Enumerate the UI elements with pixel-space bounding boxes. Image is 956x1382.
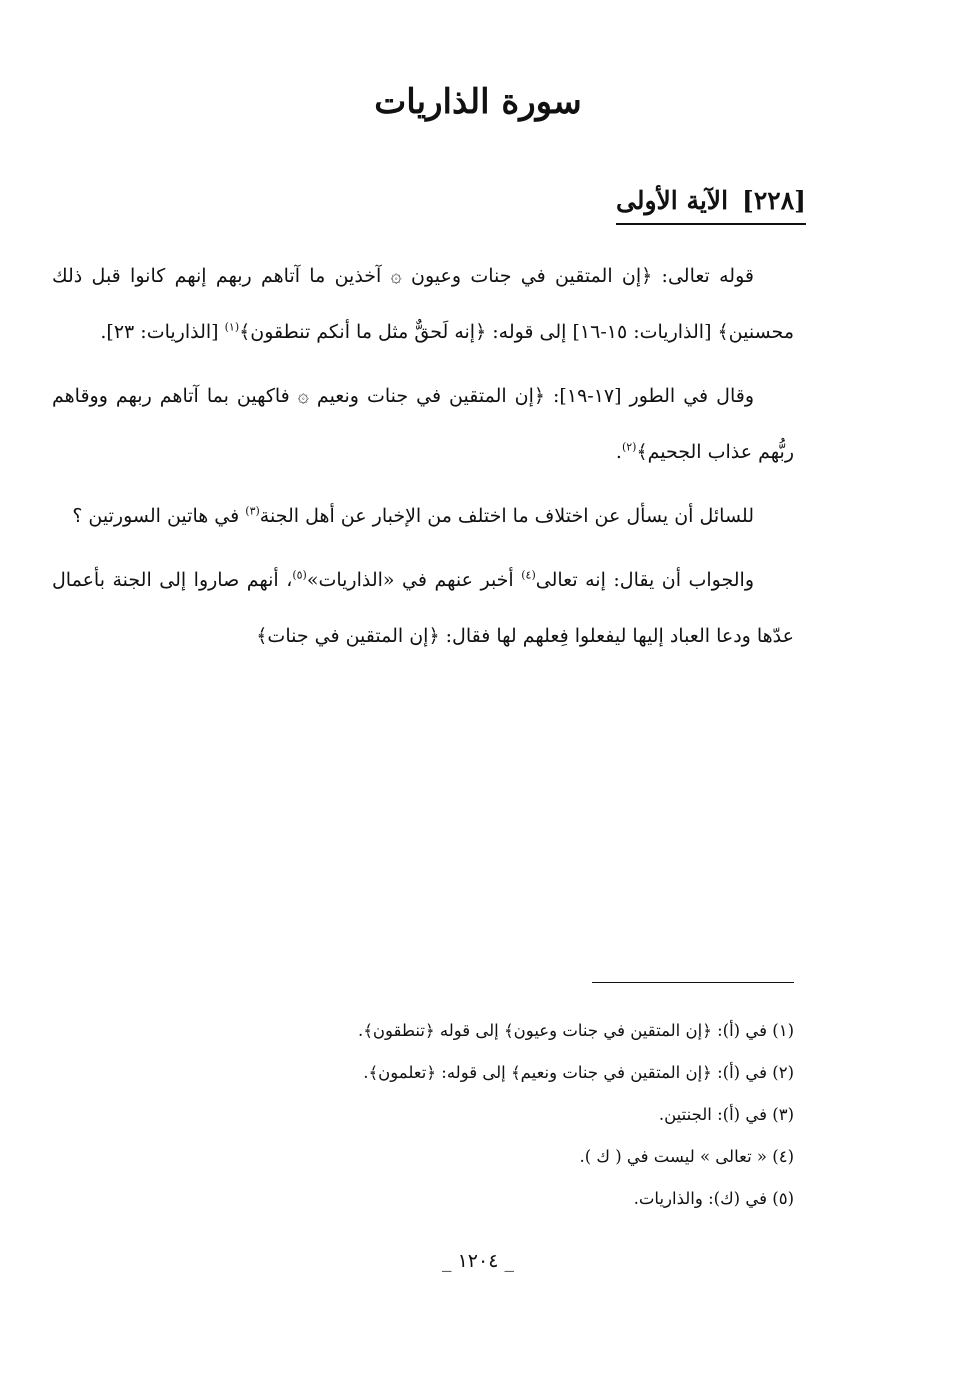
section-label: الآية الأولى [616, 186, 729, 215]
footnote-ref: (٢) [621, 440, 637, 454]
footnote-3: (٣) في (أ): الجنتين. [658, 1105, 794, 1124]
paragraph-text: وقال في الطور [١٧-١٩]: ﴿إن المتقين في جنات ونعيم ۞ فاكهين بما آتاهم ربهم ووقاهم ربُّهم عذاب الجحيم﴾ [52, 385, 794, 463]
section-heading [616, 186, 806, 225]
paragraph-text-mid: أخبر عنهم في «الذاريات» [306, 569, 522, 591]
footnotes [150, 1010, 794, 1220]
paragraph-3 [52, 488, 794, 544]
paragraph-2 [52, 368, 794, 480]
footnote-ref: (٥) [292, 568, 307, 582]
body-text [52, 248, 794, 672]
footnote-ref: (١) [224, 320, 240, 334]
paragraph-text-tail: [الذاريات: ٢٣]. [100, 321, 225, 343]
footnote-ref: (٣) [245, 504, 260, 518]
paragraph-text-tail: ، أنهم صاروا إلى الجنة بأعمال عدّها ودعا العباد إليها ليفعلوا فِعلهم لها فقال: ﴿إن المتقين في جنات﴾ [52, 569, 794, 647]
paragraph-text-tail: . [615, 441, 622, 463]
footnote-divider [592, 982, 794, 983]
footnote-4: (٤) « تعالى » ليست في ( ك ). [579, 1147, 794, 1166]
footnote-2: (٢) في (أ): ﴿إن المتقين في جنات ونعيم﴾ إلى قوله: ﴿تعلمون﴾. [363, 1063, 794, 1082]
footnote-1: (١) في (أ): ﴿إن المتقين في جنات وعيون﴾ إلى قوله ﴿تنطقون﴾. [357, 1021, 794, 1040]
surah-title: سورة الذاريات [374, 82, 582, 122]
paragraph-1 [52, 248, 794, 360]
footnote-5: (٥) في (ك): والذاريات. [633, 1189, 794, 1208]
paragraph-text: قوله تعالى: ﴿إن المتقين في جنات وعيون ۞ آخذين ما آتاهم ربهم إنهم كانوا قبل ذلك محسنين﴾ [الذاريات: ١٥-١٦] إلى قوله: ﴿إنه لَحقٌّ مثل ما أنكم تنطقون﴾ [52, 265, 794, 343]
footnote-ref: (٤) [521, 568, 536, 582]
paragraph-4 [52, 552, 794, 664]
paragraph-text-tail: في هاتين السورتين ؟ [72, 505, 246, 527]
paragraph-text: للسائل أن يسأل عن اختلاف ما اختلف من الإخبار عن أهل الجنة [259, 505, 754, 527]
paragraph-text: والجواب أن يقال: إنه تعالى [535, 569, 754, 591]
section-number: [٢٢٨] [742, 186, 806, 215]
page-number: _ ١٢٠٤ _ [442, 1250, 514, 1272]
